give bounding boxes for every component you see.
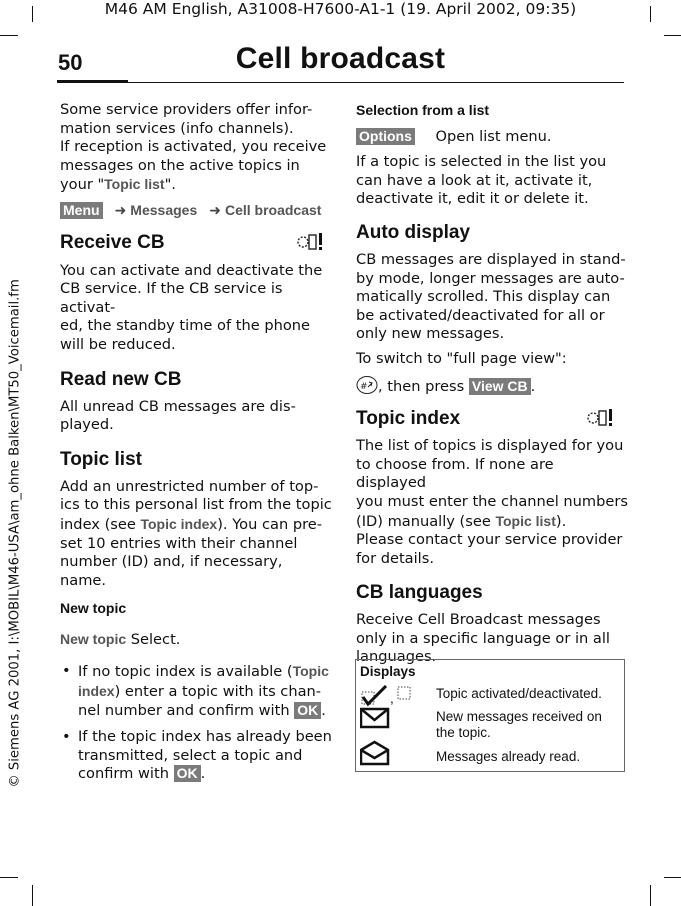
body-line: played. (60, 416, 114, 434)
crop-mark (0, 877, 18, 878)
body-line: # , then press View CB . (356, 375, 628, 397)
body-line: can have a look at it, activate it, (356, 171, 593, 189)
crop-mark (650, 885, 651, 906)
ok-key[interactable]: OK (294, 702, 321, 719)
header-rule (128, 82, 624, 83)
side-copyright: © Siemens AG 2001, I:\MOBIL\M46-USA\am_ohne Balken\MT50_Voicemail.fm (7, 279, 23, 788)
nav-step: Messages (130, 201, 198, 218)
icon-separator: , (390, 691, 394, 706)
intro-line: Some service providers offer infor- (60, 101, 313, 118)
body-line: will be reduced. (60, 335, 176, 353)
read-new-section (60, 369, 332, 435)
auto-display-section (356, 222, 628, 396)
left-column (60, 101, 332, 784)
body-line: (ID) manually (see Topic list). (356, 512, 567, 530)
list-item: • If the topic index has already been transmitted, select a topic and confirm with OK . (62, 728, 332, 783)
intro-line: your "Topic list". (60, 176, 176, 194)
displays-box (355, 659, 625, 772)
body-line: deactivate it, edit it or delete it. (356, 190, 589, 208)
bullet-icon: • (62, 662, 71, 680)
header-meta: M46 AM English, A31008-H7600-A1-1 (19. April 2002, 09:35) (104, 0, 577, 18)
section-heading: Read new CB (60, 368, 182, 390)
body-line: All unread CB messages are dis- (60, 397, 296, 415)
section-heading: Topic index (356, 408, 461, 430)
display-desc: the topic. (436, 725, 491, 740)
keyword: index (78, 683, 115, 700)
bullet-icon: • (62, 728, 71, 746)
display-desc: Messages already read. (436, 749, 581, 764)
view-cb-key[interactable]: View CB (469, 378, 531, 395)
ok-key[interactable]: OK (174, 765, 201, 782)
menu-key[interactable]: Menu (60, 202, 103, 219)
intro-line: If reception is activated, you receive (60, 138, 327, 156)
display-row (360, 685, 414, 707)
crop-mark (664, 877, 681, 878)
keyword: Topic list (495, 512, 556, 529)
body-line: to choose from. If none are displayed (356, 455, 554, 492)
checkbox-empty-icon (396, 685, 414, 707)
display-desc: Topic activated/deactivated. (436, 686, 602, 701)
crop-mark (0, 35, 18, 36)
softkey-row (356, 128, 628, 147)
page-number: 50 (58, 50, 83, 75)
body-line: If a topic is selected in the list you (356, 153, 607, 171)
keyword: Topic index (140, 515, 218, 532)
envelope-open-icon (360, 740, 390, 766)
body-line: New topic Select. (60, 630, 181, 648)
network-service-icon (296, 230, 326, 254)
displays-heading: Displays (360, 664, 416, 679)
svg-text:#: # (360, 381, 368, 392)
envelope-closed-icon (360, 707, 390, 729)
crop-mark (664, 35, 681, 36)
body-line: CB service. If the CB service is activat- (60, 280, 283, 316)
intro-line: messages on the active topics in (60, 156, 300, 174)
body-line: index (see Topic index). You can pre- (60, 515, 323, 533)
body-line: Add an unrestricted number of top- (60, 477, 319, 495)
softkey-desc: Open list menu. (435, 127, 552, 145)
body-line: ed, the standby time of the phone (60, 317, 311, 335)
checkbox-checked-icon (360, 685, 390, 707)
sub-heading: New topic (60, 600, 127, 617)
body-line: CB messages are displayed in stand- (356, 250, 626, 268)
body-line: only new messages. (356, 325, 505, 343)
nav-step: Cell broadcast (224, 201, 322, 218)
body-line: set 10 entries with their channel (60, 534, 298, 552)
display-desc: New messages received on (436, 709, 602, 724)
list-item: • If no topic index is available (Topic index) enter a topic with its chan- nel number and confirm with OK . (62, 662, 329, 719)
network-service-icon (586, 406, 616, 430)
body-line: for details. (356, 549, 434, 567)
new-topic-section (60, 599, 332, 784)
body-line: Please contact your service provider (356, 531, 623, 549)
keyword: New topic (60, 630, 127, 647)
body-line: languages. (356, 648, 437, 666)
cb-languages-section (356, 582, 628, 667)
body-line: be activated/deactivated for all or (356, 306, 605, 324)
keyword: Topic (292, 663, 329, 680)
section-heading: Topic list (60, 448, 142, 470)
arrow-right-icon: ➜ (209, 202, 221, 219)
body-line: number (ID) and, if necessary, name. (60, 553, 283, 589)
intro-line: mation services (info channels). (60, 119, 294, 137)
nav-path (60, 201, 332, 221)
body-line: Receive Cell Broadcast messages (356, 611, 601, 629)
sub-heading: Selection from a list (356, 102, 490, 118)
page-title: Cell broadcast (235, 42, 446, 75)
arrow-right-icon: ➜ (114, 202, 127, 219)
topic-index-section (356, 408, 628, 568)
keyword: Topic list (104, 176, 165, 193)
right-column (356, 101, 628, 667)
crop-mark (32, 885, 33, 906)
topic-list-section (60, 449, 332, 591)
hash-key-icon (356, 375, 378, 395)
section-heading: Auto display (356, 221, 471, 243)
body-line: matically scrolled. This display can (356, 288, 611, 306)
body-line: ics to this personal list from the topic (60, 496, 332, 514)
options-key[interactable]: Options (356, 128, 415, 145)
section-heading: CB languages (356, 582, 483, 604)
body-line: The list of topics is displayed for you (356, 437, 624, 455)
body-line: To switch to "full page view": (356, 349, 567, 367)
body-line: You can activate and deactivate the (60, 261, 323, 279)
body-line: only in a specific language or in all (356, 629, 610, 647)
body-line: by mode, longer messages are auto- (356, 269, 625, 287)
header-rule-thick (57, 80, 128, 83)
body-line: you must enter the channel numbers (356, 492, 628, 510)
receive-cb-section (60, 232, 332, 355)
section-heading: Receive CB (60, 231, 165, 253)
